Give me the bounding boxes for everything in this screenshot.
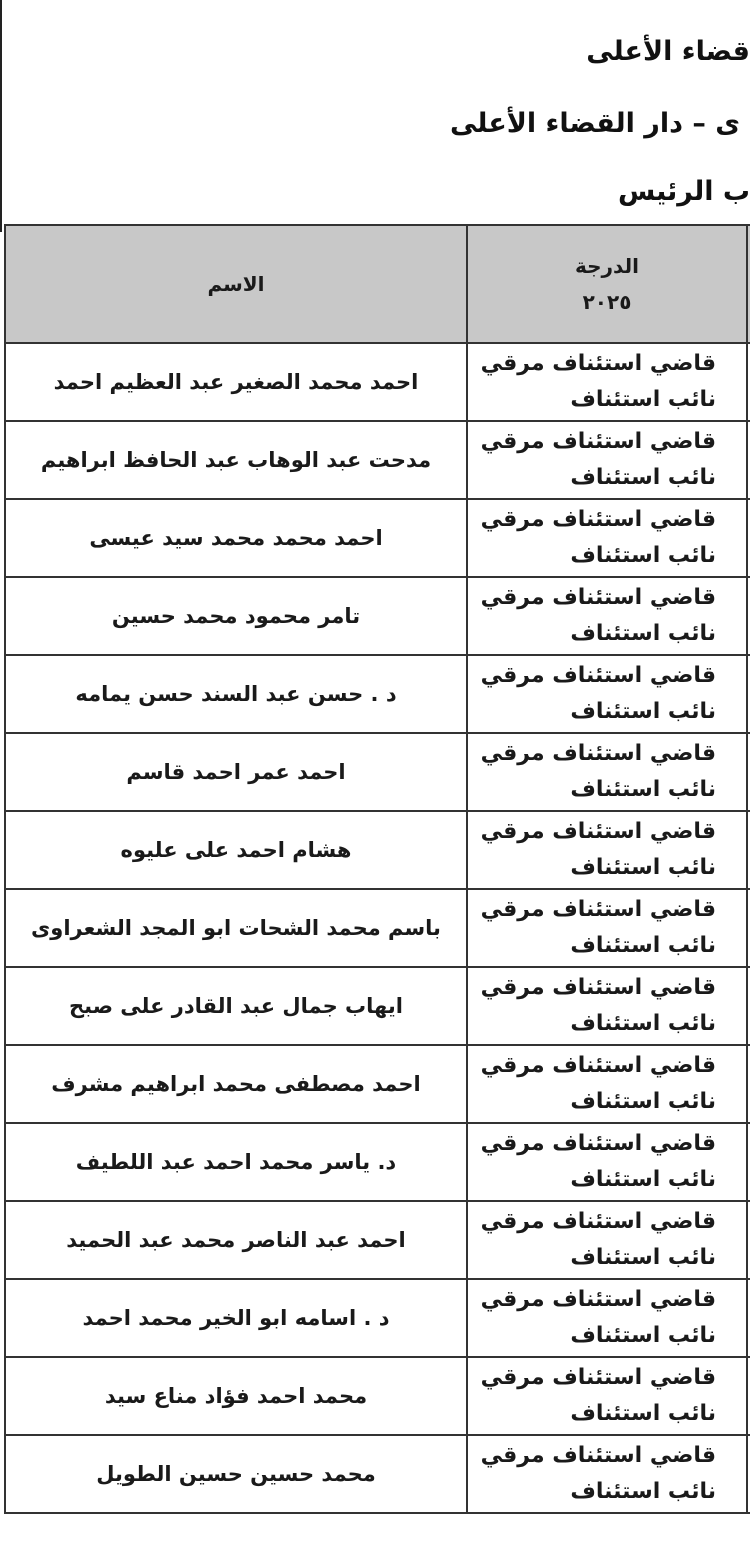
grade-new: نائب استئناف	[570, 1323, 716, 1348]
judge-name: احمد عبد الناصر محمد عبد الحميد	[66, 1228, 406, 1252]
header-line-3: ب الرئيس	[617, 176, 750, 207]
name-cell	[5, 655, 467, 733]
grade-new: نائب استئناف	[570, 1245, 716, 1270]
table-row	[5, 1279, 750, 1357]
grade-current: قاضي استئناف مرقي	[480, 1365, 716, 1390]
grade-new: نائب استئناف	[570, 1401, 716, 1426]
grade-current: قاضي استئناف مرقي	[480, 975, 716, 1000]
judge-name: محمد احمد فؤاد مناع سيد	[104, 1384, 368, 1408]
name-cell	[5, 1435, 467, 1513]
page-border	[0, 0, 2, 232]
name-cell	[5, 343, 467, 421]
grade-current: قاضي استئناف مرقي	[480, 1209, 716, 1234]
name-cell	[5, 1201, 467, 1279]
table-header-row	[5, 225, 750, 343]
grade-current: قاضي استئناف مرقي	[480, 585, 716, 610]
grade-new: نائب استئناف	[570, 699, 716, 724]
grade-cell	[467, 577, 747, 655]
judge-name: احمد عمر احمد قاسم	[126, 760, 346, 784]
grade-current: قاضي استئناف مرقي	[480, 1053, 716, 1078]
grade-new: نائب استئناف	[570, 777, 716, 802]
grade-current: قاضي استئناف مرقي	[480, 897, 716, 922]
judge-name: احمد محمد الصغير عبد العظيم احمد	[53, 370, 419, 394]
grade-current: قاضي استئناف مرقي	[480, 741, 716, 766]
table-row	[5, 967, 750, 1045]
grade-new: نائب استئناف	[570, 1011, 716, 1036]
table-row	[5, 811, 750, 889]
table-row	[5, 733, 750, 811]
grade-cell	[467, 655, 747, 733]
grade-current: قاضي استئناف مرقي	[480, 429, 716, 454]
name-header-label: الاسم	[207, 272, 265, 296]
grade-new: نائب استئناف	[570, 933, 716, 958]
grade-cell	[467, 421, 747, 499]
table-row	[5, 1357, 750, 1435]
grade-new: نائب استئناف	[570, 1479, 716, 1504]
grade-cell	[467, 889, 747, 967]
column-header-grade	[467, 225, 747, 343]
table-row	[5, 343, 750, 421]
judge-name: د . اسامه ابو الخير محمد احمد	[82, 1306, 390, 1330]
grade-cell	[467, 733, 747, 811]
table-row	[5, 1201, 750, 1279]
grade-cell	[467, 967, 747, 1045]
name-cell	[5, 811, 467, 889]
grade-cell	[467, 1201, 747, 1279]
name-cell	[5, 967, 467, 1045]
judge-name: تامر محمود محمد حسين	[111, 604, 361, 628]
grade-cell	[467, 1279, 747, 1357]
grade-new: نائب استئناف	[570, 465, 716, 490]
table-row	[5, 1123, 750, 1201]
grade-new: نائب استئناف	[570, 1089, 716, 1114]
table-row	[5, 499, 750, 577]
judge-name: احمد مصطفى محمد ابراهيم مشرف	[51, 1072, 421, 1096]
table-row	[5, 889, 750, 967]
table-row	[5, 655, 750, 733]
name-cell	[5, 1045, 467, 1123]
grade-new: نائب استئناف	[570, 1167, 716, 1192]
name-cell	[5, 733, 467, 811]
judge-name: محمد حسين حسين الطويل	[96, 1462, 376, 1486]
grade-cell	[467, 499, 747, 577]
grade-cell	[467, 811, 747, 889]
judge-name: د. ياسر محمد احمد عبد اللطيف	[75, 1150, 397, 1174]
grade-current: قاضي استئناف مرقي	[480, 1287, 716, 1312]
judges-table	[4, 224, 750, 1514]
name-cell	[5, 1123, 467, 1201]
grade-current: قاضي استئناف مرقي	[480, 351, 716, 376]
header-line-1: قضاء الأعلى	[586, 36, 750, 67]
table-row	[5, 577, 750, 655]
grade-new: نائب استئناف	[570, 621, 716, 646]
grade-cell	[467, 343, 747, 421]
grade-current: قاضي استئناف مرقي	[480, 1443, 716, 1468]
grade-new: نائب استئناف	[570, 543, 716, 568]
judge-name: هشام احمد على عليوه	[120, 838, 352, 862]
judge-name: باسم محمد الشحات ابو المجد الشعراوى	[31, 916, 441, 940]
grade-new: نائب استئناف	[570, 855, 716, 880]
grade-current: قاضي استئناف مرقي	[480, 507, 716, 532]
grade-cell	[467, 1435, 747, 1513]
table-row	[5, 421, 750, 499]
grade-new: نائب استئناف	[570, 387, 716, 412]
grade-cell	[467, 1123, 747, 1201]
grade-cell	[467, 1045, 747, 1123]
name-cell	[5, 499, 467, 577]
name-cell	[5, 577, 467, 655]
column-header-name	[5, 225, 467, 343]
judge-name: ايهاب جمال عبد القادر على صبح	[69, 994, 403, 1018]
name-cell	[5, 1357, 467, 1435]
grade-current: قاضي استئناف مرقي	[480, 663, 716, 688]
judge-name: د . حسن عبد السند حسن يمامه	[75, 682, 397, 706]
name-cell	[5, 1279, 467, 1357]
header-line-2: ى – دار القضاء الأعلى	[449, 108, 740, 139]
judge-name: احمد محمد محمد سيد عيسى	[89, 526, 383, 550]
name-cell	[5, 889, 467, 967]
grade-header-label: الدرجة	[575, 254, 639, 278]
name-cell	[5, 421, 467, 499]
grade-cell	[467, 1357, 747, 1435]
grade-current: قاضي استئناف مرقي	[480, 1131, 716, 1156]
grade-current: قاضي استئناف مرقي	[480, 819, 716, 844]
year-header-label: ٢٠٢٥	[582, 290, 632, 314]
table-row	[5, 1045, 750, 1123]
judge-name: مدحت عبد الوهاب عبد الحافظ ابراهيم	[40, 448, 432, 472]
table-row	[5, 1435, 750, 1513]
